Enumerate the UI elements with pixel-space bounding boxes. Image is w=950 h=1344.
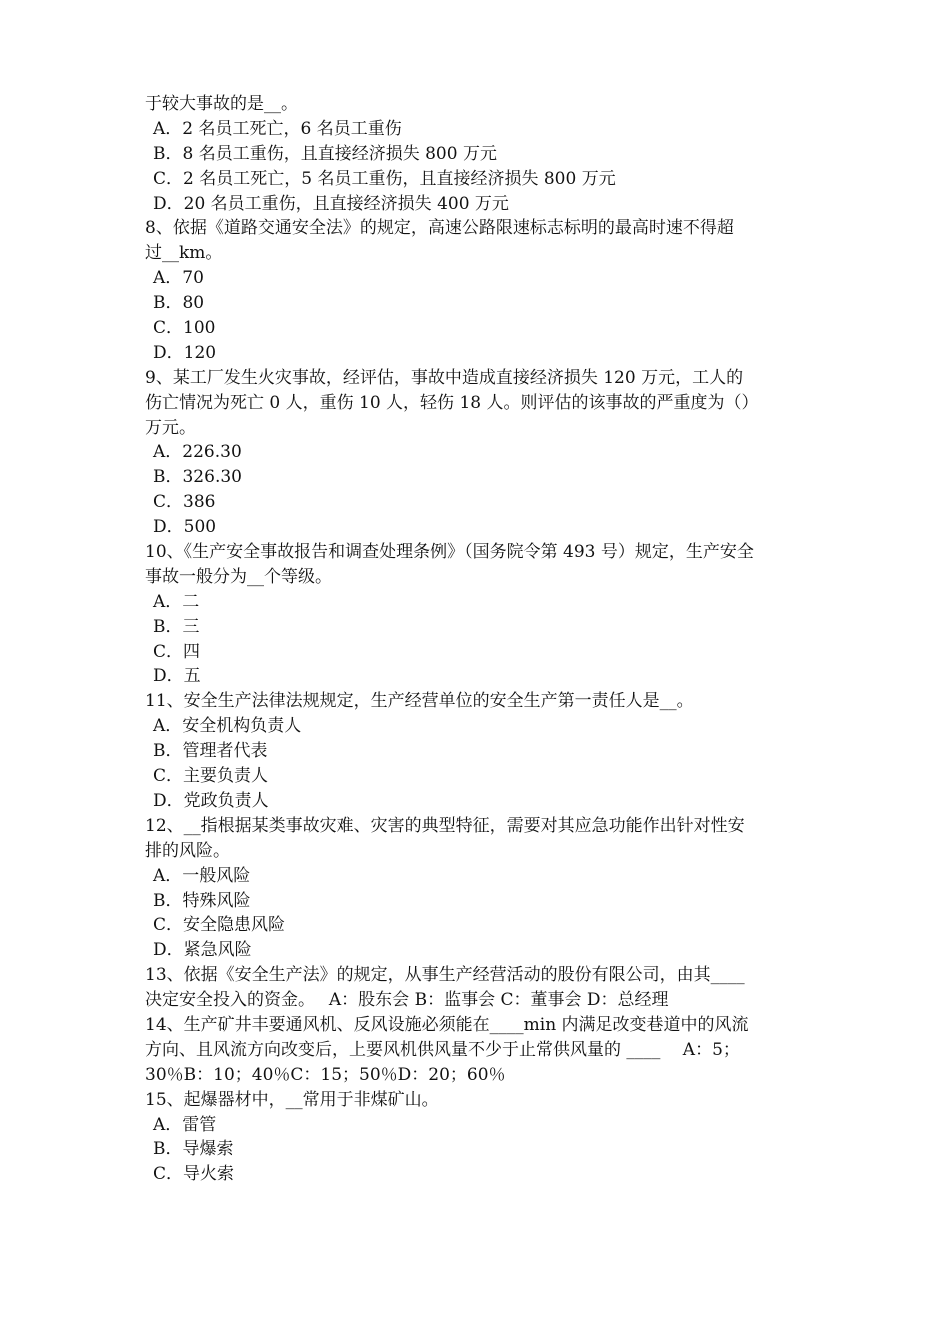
question-text-line: 13、依据《安全生产法》的规定，从事生产经营活动的股份有限公司，由其____ bbox=[145, 965, 745, 986]
answer-option: D．党政负责人 bbox=[153, 790, 269, 811]
answer-option: D．120 bbox=[153, 342, 217, 363]
answer-option: C．386 bbox=[153, 492, 216, 513]
answer-option: B．326.30 bbox=[153, 467, 242, 488]
answer-option: A．二 bbox=[153, 591, 200, 612]
document-body bbox=[145, 92, 813, 1187]
answer-option: C．四 bbox=[153, 641, 201, 662]
answer-option: B．三 bbox=[153, 616, 200, 637]
question-text-line: 15、起爆器材中，__常用于非煤矿山。 bbox=[145, 1089, 439, 1110]
answer-option: C．导火索 bbox=[153, 1164, 235, 1185]
question-text-line: 9、某工厂发生火灾事故，经评估，事故中造成直接经济损失 120 万元，工人的 bbox=[145, 367, 744, 388]
question-text-line: 过__km。 bbox=[145, 243, 223, 264]
answer-option: A．一般风险 bbox=[153, 865, 251, 886]
question-text-line: 伤亡情况为死亡 0 人，重伤 10 人，轻伤 18 人。则评估的该事故的严重度为（） bbox=[145, 392, 759, 413]
answer-option: A．安全机构负责人 bbox=[153, 716, 302, 737]
question-text-line: 于较大事故的是__。 bbox=[145, 94, 298, 114]
question-text-line: 万元。 bbox=[145, 417, 196, 438]
answer-option: D．500 bbox=[153, 517, 217, 538]
answer-option: B．80 bbox=[153, 293, 205, 314]
answer-option: A．2 名员工死亡，6 名员工重伤 bbox=[153, 118, 402, 139]
answer-option: C．100 bbox=[153, 318, 216, 339]
question-text-line: 10、《生产安全事故报告和调查处理条例》（国务院令第 493 号）规定，生产安全 bbox=[145, 542, 754, 563]
question-text-line: 11、安全生产法律法规规定，生产经营单位的安全生产第一责任人是__。 bbox=[145, 691, 694, 712]
question-text-line: 事故一般分为__个等级。 bbox=[145, 566, 332, 587]
answer-option: B．管理者代表 bbox=[153, 741, 268, 762]
question-text-line: 12、__指根据某类事故灾难、灾害的典型特征，需要对其应急功能作出针对性安 bbox=[145, 815, 745, 836]
answer-option: A．226.30 bbox=[153, 442, 242, 463]
answer-option: C．安全隐患风险 bbox=[153, 915, 286, 936]
question-text-line: 30％B：10；40％C：15；50％D：20；60％ bbox=[145, 1064, 506, 1085]
question-text-line: 8、依据《道路交通安全法》的规定，高速公路限速标志标明的最高时速不得超 bbox=[145, 218, 734, 239]
answer-option: A．雷管 bbox=[153, 1114, 217, 1135]
answer-option: B．导爆索 bbox=[153, 1139, 234, 1160]
answer-option: D．五 bbox=[153, 666, 201, 687]
answer-option: B．特殊风险 bbox=[153, 890, 251, 911]
question-text-line: 方向、且风流方向改变后，上要风机供风量不少于止常供风量的 ____ A：5； bbox=[145, 1039, 740, 1060]
question-text-line: 排的风险。 bbox=[145, 840, 230, 861]
question-text-line: 决定安全投入的资金。 A：股东会 B：监事会 C：董事会 D：总经理 bbox=[145, 990, 669, 1011]
answer-option: B．8 名员工重伤，且直接经济损失 800 万元 bbox=[153, 143, 497, 164]
answer-option: C．2 名员工死亡，5 名员工重伤，且直接经济损失 800 万元 bbox=[153, 168, 616, 189]
answer-option: C．主要负责人 bbox=[153, 766, 269, 787]
answer-option: A．70 bbox=[153, 268, 204, 289]
question-text-line: 14、生产矿井丰要通风机、反风设施必须能在____min 内满足改变巷道中的风流 bbox=[145, 1014, 749, 1035]
answer-option: D．紧急风险 bbox=[153, 940, 252, 961]
answer-option: D．20 名员工重伤，且直接经济损失 400 万元 bbox=[153, 193, 509, 214]
